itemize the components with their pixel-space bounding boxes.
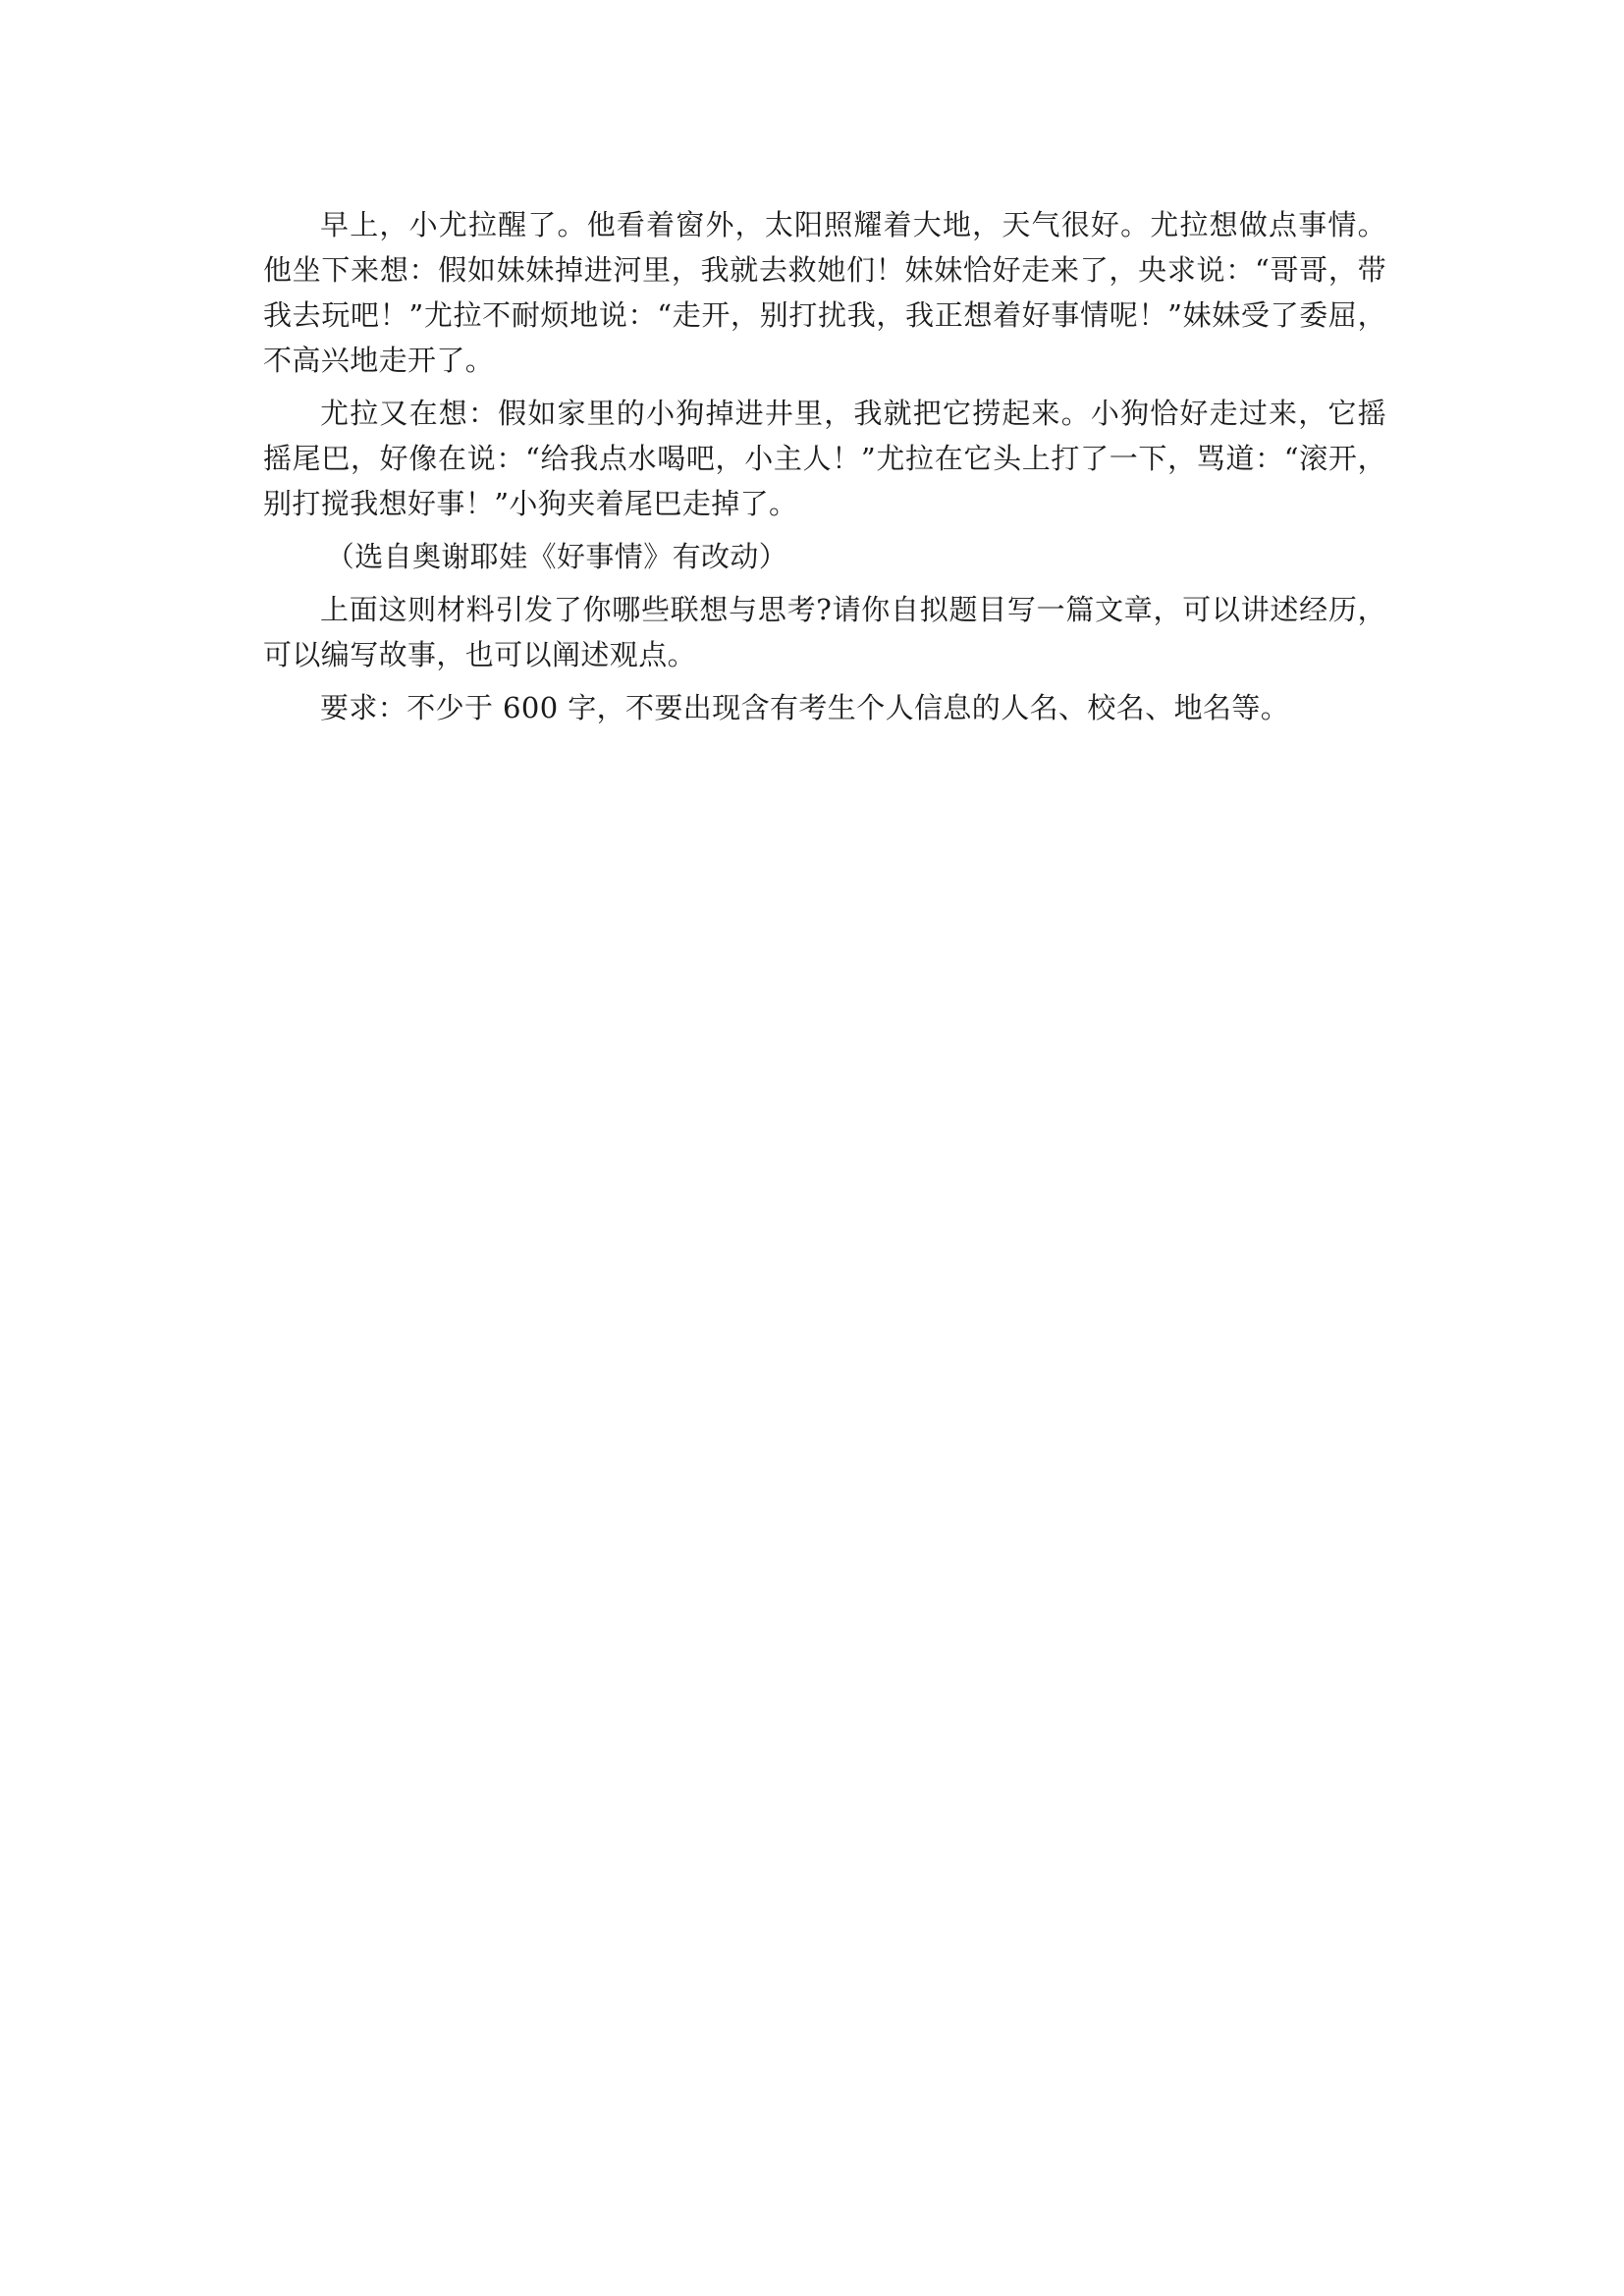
writing-prompt: 上面这则材料引发了你哪些联想与思考?请你自拟题目写一篇文章，可以讲述经历，可以编写故事，也可以阐述观点。 <box>263 593 1386 671</box>
source-citation: （选自奥谢耶娃《好事情》有改动） <box>325 540 788 573</box>
essay-prompt-body <box>263 202 1386 738</box>
story-paragraph-1: 早上，小尤拉醒了。他看着窗外，太阳照耀着大地，天气很好。尤拉想做点事情。他坐下来想：假如妹妹掉进河里，我就去救她们！妹妹恰好走来了，央求说：“哥哥，带我去玩吧！”尤拉不耐烦地说：“走开，别打扰我，我正想着好事情呢！”妹妹受了委屈，不高兴地走开了。 <box>263 208 1386 377</box>
writing-requirement: 要求：不少于 600 字，不要出现含有考生个人信息的人名、校名、地名等。 <box>320 691 1290 724</box>
story-paragraph-2: 尤拉又在想：假如家里的小狗掉进井里，我就把它捞起来。小狗恰好走过来，它摇摇尾巴，好像在说：“给我点水喝吧，小主人！”尤拉在它头上打了一下，骂道：“滚开，别打搅我想好事！”小狗夹着尾巴走掉了。 <box>263 397 1386 520</box>
